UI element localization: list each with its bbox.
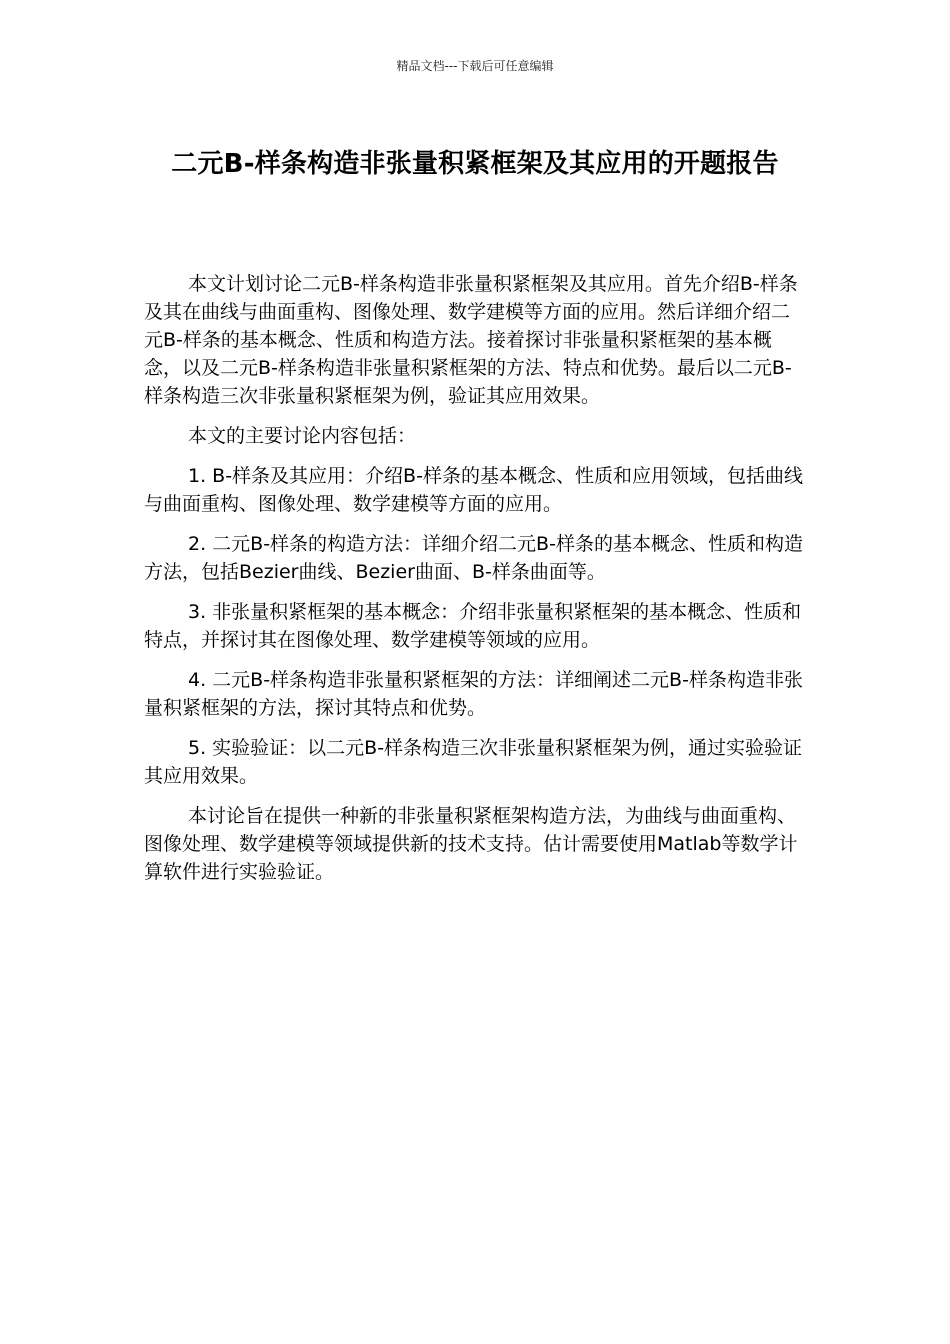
document-body [144, 270, 806, 898]
document-title: 二元B-样条构造非张量积紧框架及其应用的开题报告 [171, 149, 779, 179]
header-note: 精品文档---下载后可任意编辑 [396, 59, 554, 73]
list-item-5: 5. 实验验证：以二元B-样条构造三次非张量积紧框架为例，通过实验验证其应用效果。 [144, 737, 803, 787]
closing-paragraph: 本讨论旨在提供一种新的非张量积紧框架构造方法，为曲线与曲面重构、图像处理、数学建模等领域提供新的技术支持。估计需要使用Matlab等数学计算软件进行实验验证。 [144, 805, 798, 883]
list-item-3: 3. 非张量积紧框架的基本概念：介绍非张量积紧框架的基本概念、性质和特点，并探讨其在图像处理、数学建模等领域的应用。 [144, 601, 802, 651]
intro-paragraph: 本文计划讨论二元B-样条构造非张量积紧框架及其应用。首先介绍B-样条及其在曲线与曲面重构、图像处理、数学建模等方面的应用。然后详细介绍二元B-样条的基本概念、性质和构造方法。接着探讨非张量积紧框架的基本概念，以及二元B-样条构造非张量积紧框架的方法、特点和优势。最后以二元B-样条构造三次非张量积紧框架为例，验证其应用效果。 [144, 273, 798, 407]
contents-lead-paragraph: 本文的主要讨论内容包括： [188, 425, 417, 447]
list-item-2: 2. 二元B-样条的构造方法：详细介绍二元B-样条的基本概念、性质和构造方法，包括Bezier曲线、Bezier曲面、B-样条曲面等。 [144, 533, 803, 583]
list-item-1: 1. B-样条及其应用：介绍B-样条的基本概念、性质和应用领域，包括曲线与曲面重构、图像处理、数学建模等方面的应用。 [144, 465, 803, 515]
list-item-4: 4. 二元B-样条构造非张量积紧框架的方法：详细阐述二元B-样条构造非张量积紧框架的方法，探讨其特点和优势。 [144, 669, 803, 719]
